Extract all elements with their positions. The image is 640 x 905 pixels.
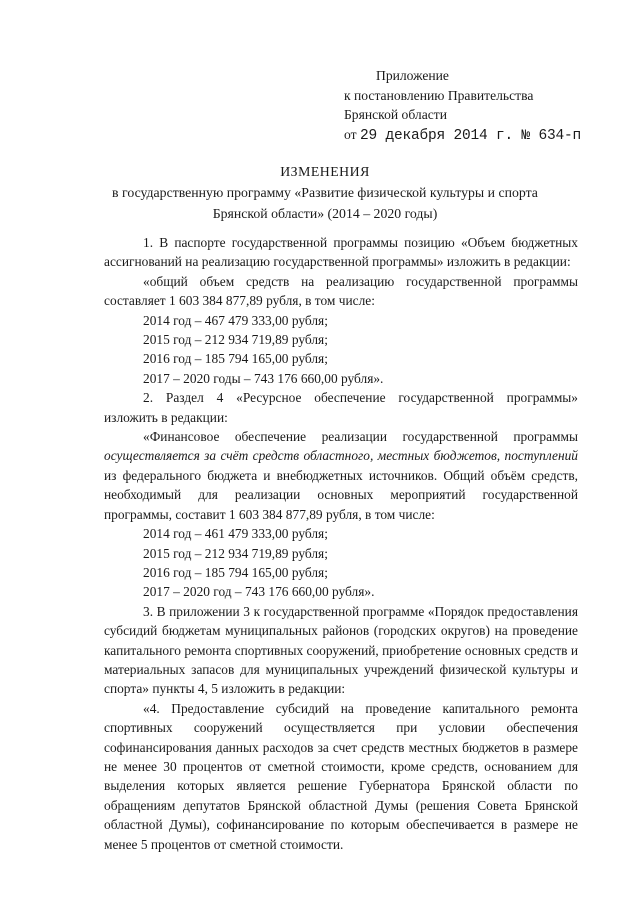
paragraph-1: 1. В паспорте государственной программы позицию «Объем бюджетных ассигнований на реализацию государственной программы» изложить в редакции:: [104, 235, 578, 270]
paragraph-1-year-2015: 2015 год – 212 934 719,89 рубля;: [143, 332, 328, 348]
header-line-resolution: к постановлению Правительства: [344, 87, 534, 103]
paragraph-2-quote-start: «Финансовое обеспечение реализации государственной программы: [143, 429, 578, 445]
paragraph-1-quote: «общий объем средств на реализацию государственной программы составляет 1 603 384 877,89 рубля, в том числе:: [104, 273, 578, 309]
paragraph-2-quote: [104, 427, 578, 524]
document-title: [90, 161, 560, 224]
paragraph-1-year-2014: 2014 год – 467 479 333,00 рубля;: [143, 312, 328, 328]
appendix-header: [344, 66, 624, 146]
paragraph-2-quote-italic: осуществляется за счёт средств областного, местных бюджетов, поступлений: [104, 448, 578, 464]
paragraph-2-year-2015: 2015 год – 212 934 719,89 рубля;: [143, 545, 328, 561]
header-line-date: [344, 125, 624, 147]
paragraph-1-year-2017-2020: 2017 – 2020 годы – 743 176 660,00 рубля».: [143, 370, 384, 386]
document-body: [104, 233, 578, 854]
header-line-appendix: Приложение: [376, 68, 449, 83]
paragraph-2-year-2016: 2016 год – 185 794 165,00 рубля;: [143, 564, 328, 580]
paragraph-4: «4. Предоставление субсидий на проведение капитального ремонта спортивных сооружений осуществляется при условии обеспечения софинансирования данных расходов за счет средств местных бюджетов в размере не менее 30 процентов от сметной стоимости, кроме средств, основанием для выделения которых является решение Губернатора Брянской области по обращениям депутатов Брянской областной Думы (решения Совета Брянской областной Думы), софинансирование по которым обеспечивается в размере не менее 5 процентов от сметной стоимости.: [104, 700, 578, 852]
header-date-prefix: от: [344, 126, 357, 142]
paragraph-2-year-2017-2020: 2017 – 2020 год – 743 176 660,00 рубля».: [143, 584, 375, 600]
paragraph-3: 3. В приложении 3 к государственной программе «Порядок предоставления субсидий бюджетам муниципальных районов (городских округов) на проведение капитального ремонта спортивных сооружений, приобретение основных средств и материальных запасов для муниципальных учреждений физической культуры и спорта» пункты 4, 5 изложить в редакции:: [104, 603, 578, 697]
paragraph-2-quote-end: из федерального бюджета и внебюджетных источников. Общий объём средств, необходимый для реализации основных мероприятий государственной программы, составит 1 603 384 877,89 рубля, в том числе:: [104, 467, 578, 522]
header-line-region: Брянской области: [344, 107, 447, 122]
paragraph-1-year-2016: 2016 год – 185 794 165,00 рубля;: [143, 351, 328, 367]
paragraph-2: 2. Раздел 4 «Ресурсное обеспечение государственной программы» изложить в редакции:: [104, 390, 578, 425]
paragraph-2-year-2014: 2014 год – 461 479 333,00 рубля;: [143, 526, 328, 542]
title-line-1: ИЗМЕНЕНИЯ: [280, 164, 370, 179]
title-line-3: Брянской области» (2014 – 2020 годы): [212, 206, 438, 221]
title-line-2: в государственную программу «Развитие физической культуры и спорта: [112, 185, 538, 200]
header-date-number: 29 декабря 2014 г. № 634-п: [359, 127, 582, 144]
